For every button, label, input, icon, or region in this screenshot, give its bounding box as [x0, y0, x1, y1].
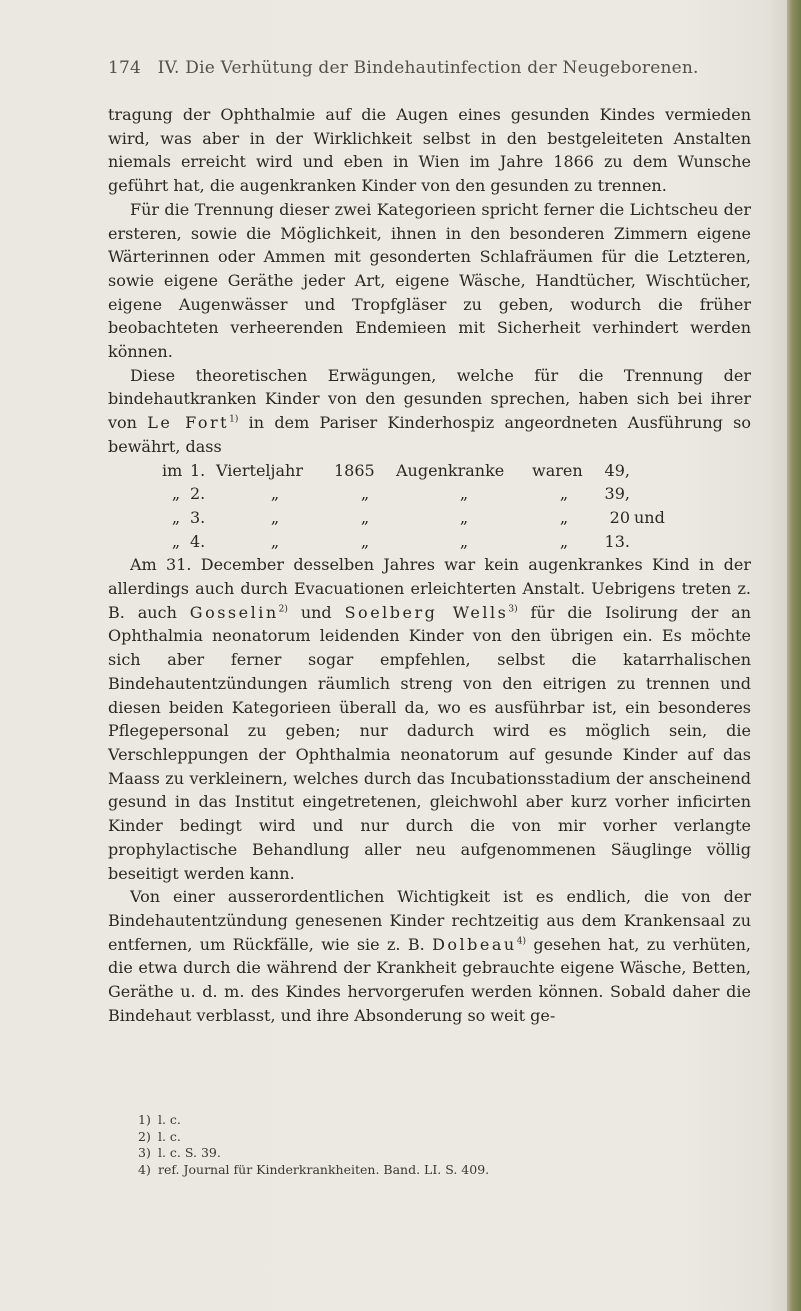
author-le-fort: Le Fort	[147, 413, 230, 433]
row-label: „	[270, 531, 280, 551]
table-row	[162, 506, 665, 530]
author-gosselin: Gosselin	[189, 602, 279, 622]
row-kind: „	[459, 484, 469, 504]
paragraph-4-text-b: und	[300, 602, 332, 622]
footnote-ref-2[interactable]: 2)	[278, 604, 288, 615]
paragraph-1: tragung der Ophthalmie auf die Augen eines gesunden Kindes vermieden wird, was aber in der Wirklichkeit selbst in den bestgeleiteten Anstalten niemals erreicht wird und eben in Wien im Jahre 1866 zu dem Wunsche geführt hat, die augenkranken Kinder von den gesunden zu trennen.	[108, 105, 751, 196]
table-row	[162, 459, 665, 483]
running-title: IV. Die Verhütung der Bindehautinfection der Neugeborenen.	[157, 58, 699, 78]
author-soelberg-wells: Soelberg Wells	[344, 602, 509, 622]
quarterly-statistics-table	[162, 459, 665, 554]
row-prefix: im	[162, 460, 183, 480]
row-value: 13.	[604, 531, 630, 551]
row-year: 1865	[334, 460, 375, 480]
row-year: „	[360, 484, 370, 504]
row-suffix	[630, 482, 665, 506]
footnote-3: 3) l. c. S. 39.	[138, 1145, 221, 1160]
footnote-ref-3[interactable]: 3)	[508, 604, 518, 615]
row-prefix: „	[171, 507, 181, 527]
row-kind: „	[459, 531, 469, 551]
row-prefix: „	[171, 531, 181, 551]
row-value: 49,	[604, 460, 630, 480]
row-verb: „	[559, 484, 569, 504]
paragraph-5-text-a: Von einer ausserordentlichen Wichtigkeit ist es endlich, die von der Bindehautentzündung genesenen Kinder rechtzeitig aus dem Krankensaal zu entfernen, um Rückfälle, wie sie z. B.	[108, 887, 751, 954]
row-verb: „	[559, 531, 569, 551]
table-row	[162, 482, 665, 506]
row-kind: Augenkranke	[396, 460, 505, 480]
row-label: Vierteljahr	[216, 460, 303, 480]
row-label: „	[270, 507, 280, 527]
row-suffix	[630, 459, 665, 483]
paragraph-4	[108, 553, 751, 885]
row-verb: „	[559, 507, 569, 527]
page-number: 174	[108, 58, 142, 78]
row-quarter: 3.	[190, 507, 206, 527]
paragraph-4-text-a: Am 31. December desselben Jahres war kein augenkrankes Kind in der allerdings auch durch Evacuationen erleichterten Anstalt. Uebrigens treten z. B. auch	[108, 555, 751, 622]
row-value: 39,	[604, 484, 630, 504]
paragraph-3-text-a: Diese theoretischen Erwägungen, welche für die Trennung der bindehautkranken Kinder von den gesunden sprechen, haben sich bei ihrer von	[108, 365, 751, 433]
row-suffix: und	[634, 507, 665, 527]
row-verb: waren	[532, 460, 583, 480]
row-quarter: 4.	[190, 531, 206, 551]
paragraph-4-text-c: für die Isolirung der an Ophthalmia neonatorum leidenden Kinder von den übrigen ein. Es möchte sich aber ferner sogar empfehlen, selbst die katarrhalischen Bindehautentzündungen räumlich streng von den eitrigen zu trennen und diesen beiden Kategorieen überall da, wo es ausführbar ist, ein besonderes Pflegepersonal zu geben; nur dadurch wird es möglich sein, die Verschleppungen der Ophthalmia neonatorum auf gesunde Kinder auf das Maass zu verkleinern, welches durch das Incubationsstadium der anscheinend gesund in das Institut eingetretenen, gleichwohl aber kurz vorher inficirten Kinder bedingt wird und nur durch die von mir vorher verlangte prophylactische Behandlung aller neu aufgenommenen Säuglinge völlig beseitigt werden kann.	[108, 602, 751, 883]
footnote-1: 1) l. c.	[138, 1112, 181, 1127]
row-year: „	[360, 531, 370, 551]
paragraph-3-text-b: in dem Pariser Kinderhospiz angeordneten Ausführung so bewährt, dass	[108, 413, 752, 456]
paragraph-3	[108, 364, 751, 459]
body-text	[108, 103, 751, 1027]
row-year: „	[360, 507, 370, 527]
paragraph-2: Für die Trennung dieser zwei Kategorieen spricht ferner die Lichtscheu der ersteren, sowie die Möglichkeit, ihnen in den besonderen Zimmern eigene Wärterinnen oder Ammen mit gesonderten Schlafräumen für die Letzteren, sowie eigene Geräthe jeder Art, eigene Wäsche, Handtücher, Wischtücher, eigene Augenwässer und Tropfgläser zu geben, wodurch die früher beobachteten verheerenden Endemieen mit Sicherheit verhindert werden können.	[108, 199, 751, 362]
row-quarter: 2.	[190, 484, 206, 504]
paragraph-5-text-b: gesehen hat, zu verhüten, die etwa durch die während der Krankheit gebrauchte eigene Wäsche, Betten, Geräthe u. d. m. des Kindes hervorgerufen werden können. Sobald daher die Bindehaut verblasst, und ihre Absonderung so weit ge-	[108, 934, 752, 1025]
row-suffix	[630, 530, 665, 554]
footnote-2: 2) l. c.	[138, 1128, 181, 1144]
running-header	[108, 58, 761, 78]
row-value: 20	[609, 507, 630, 527]
footnote-4: 4) ref. Journal für Kinderkrankheiten. Band. LI. S. 409.	[138, 1161, 490, 1177]
author-dolbeau: Dolbeau	[432, 934, 517, 954]
footnote-ref-1[interactable]: 1)	[229, 414, 239, 425]
row-quarter: 1.	[190, 460, 206, 480]
row-prefix: „	[171, 484, 181, 504]
table-row	[162, 530, 665, 554]
page-edge-shadow	[787, 0, 801, 1311]
footnote-ref-4[interactable]: 4)	[516, 936, 526, 947]
footnotes	[138, 1112, 738, 1178]
paragraph-5	[108, 885, 751, 1027]
row-kind: „	[459, 507, 469, 527]
row-label: „	[270, 484, 280, 504]
